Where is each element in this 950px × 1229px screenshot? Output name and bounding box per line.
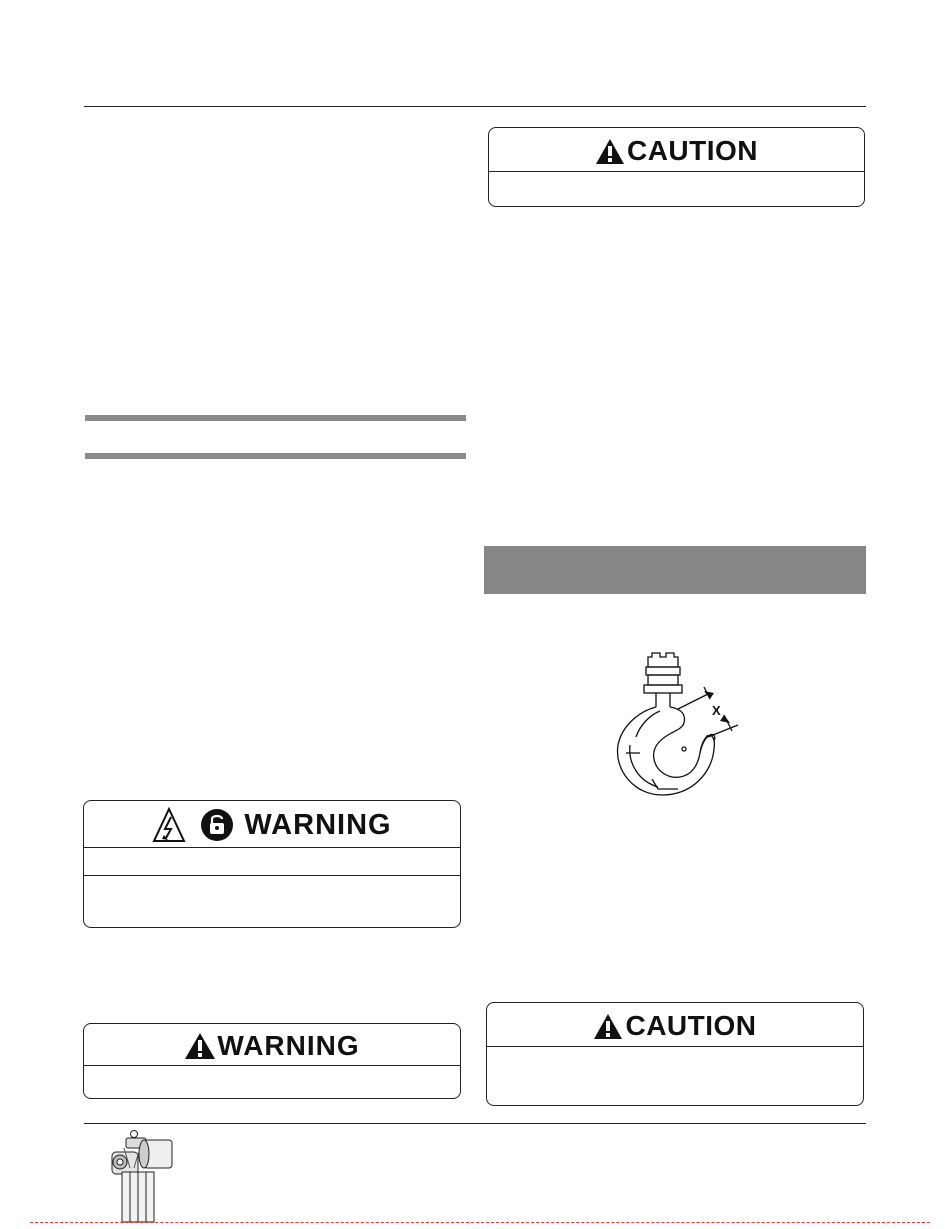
warning-divider-2 <box>84 875 460 876</box>
hook-throat-label: X <box>712 703 721 718</box>
section-heading-rule-top <box>85 415 466 421</box>
hoist-unit-thumbnail <box>104 1128 184 1224</box>
exclamation-triangle-icon <box>593 1013 623 1040</box>
caution-notice-top <box>488 127 865 207</box>
warning-header <box>84 806 460 844</box>
warning-notice-general <box>83 1023 461 1099</box>
caution-divider <box>489 171 864 172</box>
warning-signal-word: WARNING <box>217 1030 360 1061</box>
warning-notice-electrical <box>83 800 461 928</box>
caution-header <box>489 134 864 168</box>
caution-header <box>487 1009 863 1043</box>
warning-divider <box>84 1065 460 1066</box>
caution-divider <box>487 1046 863 1047</box>
caution-signal-word: CAUTION <box>626 135 759 166</box>
lockout-padlock-icon <box>200 808 234 842</box>
footer-rule <box>84 1123 866 1124</box>
section-heading-block <box>484 546 866 594</box>
section-heading-rule-bottom <box>85 453 466 459</box>
header-rule <box>84 106 866 107</box>
warning-divider-1 <box>84 847 460 848</box>
warning-header <box>84 1029 460 1063</box>
page-edge-marker <box>30 1222 930 1223</box>
exclamation-triangle-icon <box>184 1032 216 1060</box>
exclamation-triangle-icon <box>595 138 625 165</box>
warning-signal-word: WARNING <box>244 808 392 841</box>
hook-figure <box>600 645 750 805</box>
caution-notice-bottom <box>486 1002 864 1106</box>
caution-signal-word: CAUTION <box>625 1010 757 1041</box>
electrical-hazard-icon <box>152 807 186 843</box>
